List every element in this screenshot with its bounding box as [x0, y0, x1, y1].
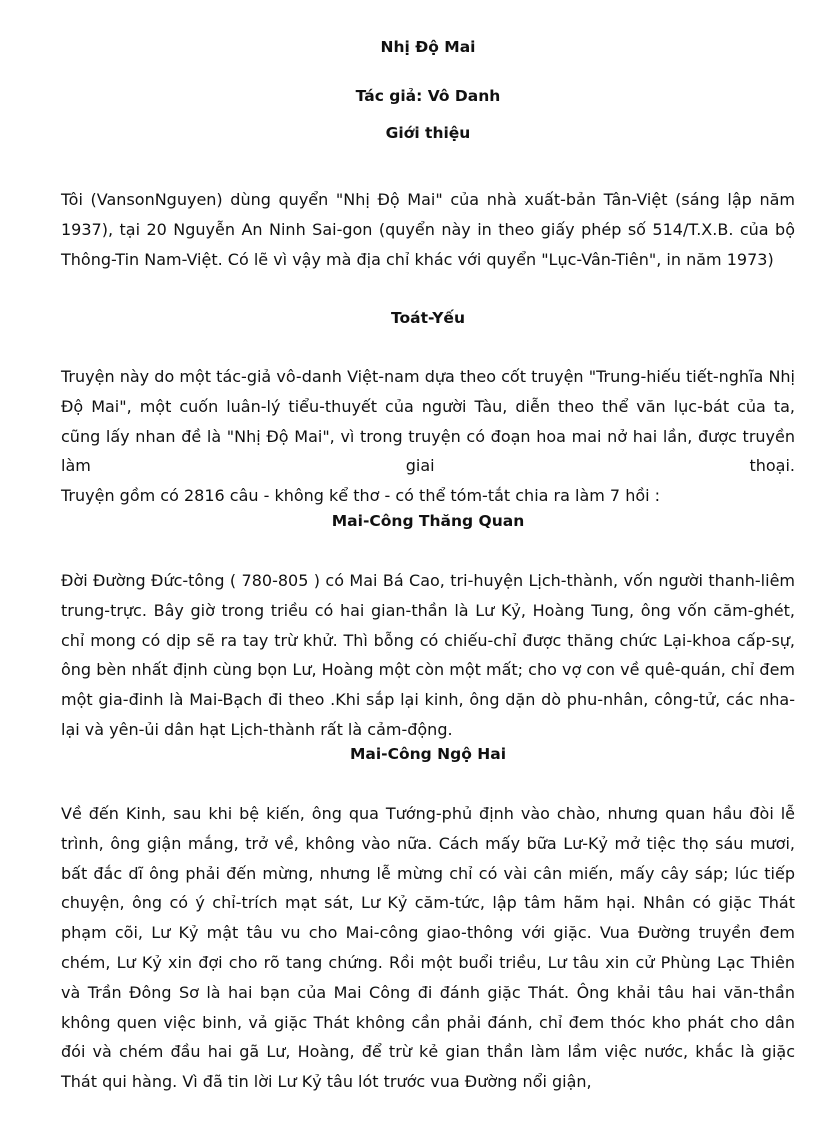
section-heading-intro: Giới thiệu — [385, 124, 471, 142]
summary-count-line: Truyện gồm có 2816 câu - không kể thơ - có thể tóm-tắt chia ra làm 7 hồi : — [61, 486, 661, 506]
author-line: Tác giả: Vô Danh — [355, 87, 501, 105]
summary-paragraph — [61, 362, 795, 511]
chapter-1-paragraph: Đời Đường Đức-tông ( 780-805 ) có Mai Bá Cao, tri-huyện Lịch-thành, vốn người thanh-liêm trung-trực. Bây giờ trong triều có hai gian-thần là Lư Kỷ, Hoàng Tung, ông vốn căm-ghét, chỉ mong có dịp sẽ ra tay trừ khử. Thì bỗng có chiếu-chỉ được thăng chức Lại-khoa cấp-sự, ông bèn nhất định cùng bọn Lư, Hoàng một còn một mất; cho vợ con về quê-quán, chỉ đem một gia-đinh là Mai-Bạch đi theo .Khi sắp lại kinh, ông dặn dò phu-nhân, công-tử, các nha-lại và yên-ủi dân hạt Lịch-thành rất là cảm-động. — [61, 571, 795, 739]
section-heading-chapter-2: Mai-Công Ngộ Hai — [349, 745, 507, 763]
section-heading-summary: Toát-Yếu — [391, 309, 465, 327]
page-title: Nhị Độ Mai — [380, 38, 476, 56]
intro-paragraph: Tôi (VansonNguyen) dùng quyển "Nhị Độ Mai" của nhà xuất-bản Tân-Việt (sáng lập năm 1937), tại 20 Nguyễn An Ninh Sai-gon (quyển này in theo giấy phép số 514/T.X.B. của bộ Thông-Tin Nam-Việt. Có lẽ vì vậy mà địa chỉ khác với quyển "Lục-Vân-Tiên", in năm 1973) — [61, 190, 795, 269]
chapter-2-paragraph: Về đến Kinh, sau khi bệ kiến, ông qua Tướng-phủ định vào chào, nhưng quan hầu đòi lễ trình, ông giận mắng, trở về, không vào nữa. Cách mấy bữa Lư-Kỷ mở tiệc thọ sáu mươi, bất đắc dĩ ông phải đến mừng, nhưng lễ mừng chỉ có vài cân miến, mấy cây sáp; lúc tiếp chuyện, ông có ý chỉ-trích mạt sát, Lư Kỷ căm-tức, lập tâm hãm hại. Nhân có giặc Thát phạm cõi, Lư Kỷ mật tâu vu cho Mai-công giao-thông với giặc. Vua Đường truyền đem chém, Lư Kỷ xin đợi cho rõ tang chứng. Rồi một buổi triều, Lư tâu xin cử Phùng Lạc Thiên và Trần Đông Sơ là hai bạn của Mai Công đi đánh giặc Thát. Ông khải tâu hai văn-thần không quen việc binh, vả giặc Thát không cần phải đánh, chỉ đem thóc kho phát cho dân đói và chém đầu hai gã Lư, Hoàng, để trừ kẻ gian thần làm lầm việc nước, khắc là giặc Thát qui hàng. Vì đã tin lời Lư Kỷ tâu lót trước vua Đường nổi giận, — [61, 804, 795, 1092]
section-heading-chapter-1: Mai-Công Thăng Quan — [331, 512, 525, 530]
summary-text: Truyện này do một tác-giả vô-danh Việt-nam dựa theo cốt truyện "Trung-hiếu tiết-nghĩa Nhị Độ Mai", một cuốn luân-lý tiểu-thuyết của người Tàu, diễn theo thể văn lục-bát của ta, cũng lấy nhan đề là "Nhị Độ Mai", vì trong truyện có đoạn hoa mai nở hai lần, được truyền làm giai thoại. — [61, 367, 795, 476]
